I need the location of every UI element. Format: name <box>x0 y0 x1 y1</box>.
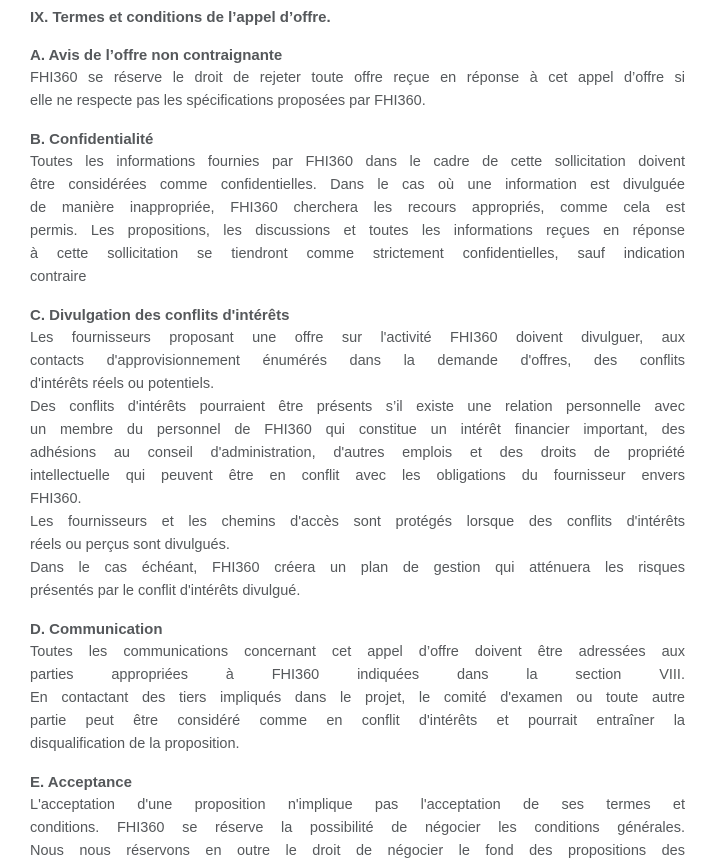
text-line: réels ou perçus sont divulgués. <box>30 537 230 553</box>
text-line: intellectuelle qui peuvent être en conflit avec les obligations du fournisseur envers <box>30 468 685 484</box>
text-line: disqualification de la proposition. <box>30 736 240 752</box>
text-line: d'intérêts réels ou potentiels. <box>30 376 215 392</box>
text-line: En contactant des tiers impliqués dans le projet, le comité d'examen ou toute autre <box>30 690 685 706</box>
section-e <box>30 771 685 860</box>
section-b <box>30 128 685 289</box>
text-line: elle ne respecte pas les spécifications proposées par FHI360. <box>30 93 426 109</box>
text-line: Les fournisseurs et les chemins d'accès sont protégés lorsque des conflits d'intérêts <box>30 514 685 530</box>
text-line: contacts d'approvisionnement énumérés dans la demande d'offres, des conflits <box>30 353 685 369</box>
text-line: parties appropriées à FHI360 indiquées dans la section VIII. <box>30 667 685 683</box>
text-line: de manière inappropriée, FHI360 cherchera les recours appropriés, comme cela est <box>30 200 685 216</box>
text-line: conditions. FHI360 se réserve la possibilité de négocier les conditions générales. <box>30 820 685 836</box>
section-d <box>30 618 685 756</box>
text-line: contraire <box>30 269 87 285</box>
section-heading-e: E. Acceptance <box>30 774 132 791</box>
document-body <box>30 44 685 860</box>
text-line: FHI360. <box>30 491 82 507</box>
text-line: Toutes les informations fournies par FHI360 dans le cadre de cette sollicitation doivent <box>30 154 685 170</box>
section-heading-b: B. Confidentialité <box>30 131 154 148</box>
text-line: un membre du personnel de FHI360 qui constitue un intérêt financier important, des <box>30 422 685 438</box>
text-line: FHI360 se réserve le droit de rejeter toute offre reçue en réponse à cet appel d’offre si <box>30 70 685 86</box>
section-heading-d: D. Communication <box>30 621 163 638</box>
section-c <box>30 304 685 603</box>
text-line: adhésions au conseil d'administration, d'autres emplois et des droits de propriété <box>30 445 685 461</box>
section-heading-a: A. Avis de l’offre non contraignante <box>30 47 283 64</box>
text-line: Nous nous réservons en outre le droit de négocier le fond des propositions des <box>30 843 685 859</box>
text-line: être considérées comme confidentielles. Dans le cas où une information est divulguée <box>30 177 685 193</box>
text-line: Des conflits d'intérêts pourraient être présents s’il existe une relation personnelle avec <box>30 399 685 415</box>
section-a <box>30 44 685 113</box>
text-line: Toutes les communications concernant cet appel d’offre doivent être adressées aux <box>30 644 685 660</box>
text-line: permis. Les propositions, les discussions et toutes les informations reçues en réponse <box>30 223 685 239</box>
section-heading-c: C. Divulgation des conflits d'intérêts <box>30 307 290 324</box>
text-line: présentés par le conflit d'intérêts divulgué. <box>30 583 301 599</box>
text-line: Dans le cas échéant, FHI360 créera un plan de gestion qui atténuera les risques <box>30 560 685 576</box>
text-line: Les fournisseurs proposant une offre sur l'activité FHI360 doivent divulguer, aux <box>30 330 685 346</box>
text-line: L'acceptation d'une proposition n'implique pas l'acceptation de ses termes et <box>30 797 685 813</box>
text-line: partie peut être considéré comme en conflit d'intérêts et pourrait entraîner la <box>30 713 685 729</box>
page-title: IX. Termes et conditions de l’appel d’offre. <box>30 9 331 26</box>
text-line: à cette sollicitation se tiendront comme strictement confidentielles, sauf indication <box>30 246 685 262</box>
